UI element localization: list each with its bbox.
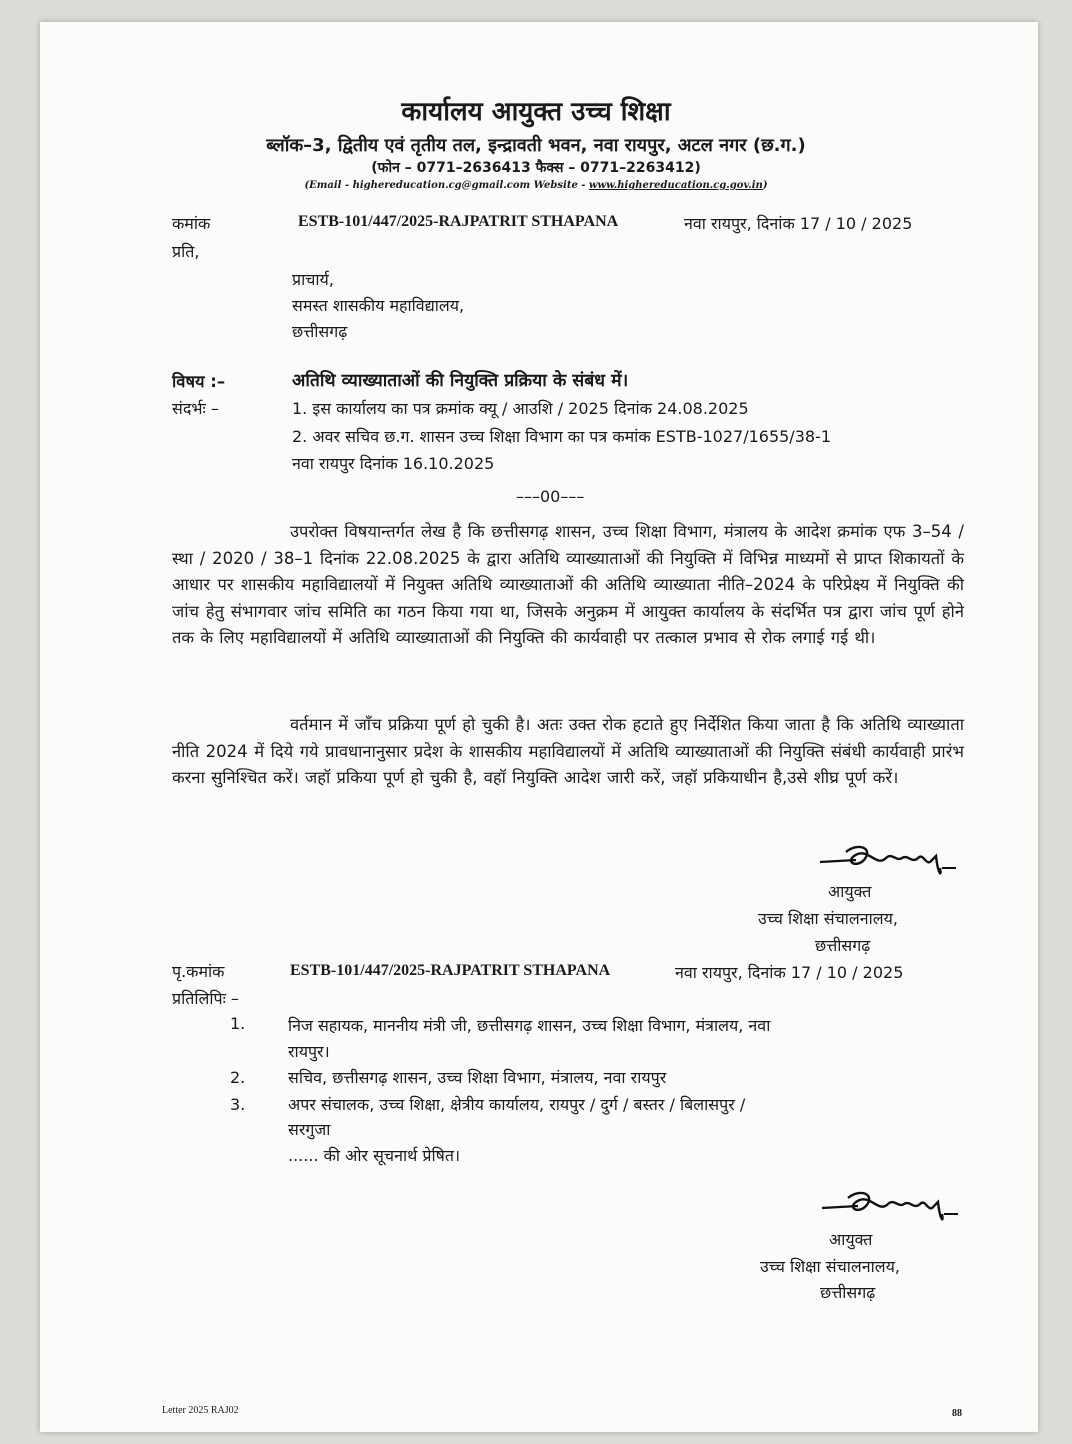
signature-2-state: छत्तीसगढ़ — [820, 1283, 876, 1302]
subject-label: विषय :– — [172, 372, 226, 391]
body-paragraph-2-text: वर्तमान में जाँच प्रक्रिया पूर्ण हो चुकी है। अतः उक्त रोक हटाते हुए निर्देशित किया जाता है कि अतिथि व्याख्याता नीति 2024 में दिये गये प्रावधानानुसार प्रदेश के शासकीय महाविद्यालयों में अतिथि व्याख्याताओं की नियुक्ति संबंधी कार्यवाही प्रारंभ करना सुनिश्चित करें। जहॉ प्रकिया पूर्ण हो चुकी है, वहॉ नियुक्ति आदेश जारी करें, जहॉ प्रकियाधीन है,उसे शीघ्र पूर्ण करें। — [172, 715, 964, 787]
signature-2-image — [818, 1184, 968, 1232]
body-paragraph-1-text: उपरोक्त विषयान्तर्गत लेख है कि छत्तीसगढ़ शासन, उच्च शिक्षा विभाग, मंत्रालय के आदेश क्रमांक एफ 3–54 / स्था / 2020 / 38–1 दिनांक 22.08.2025 के द्वारा अतिथि व्याख्याताओं की नियुक्ति में विभिन्न माध्यमों से प्राप्त शिकायतों के आधार पर शासकीय महाविद्यालयों में नियुक्त अतिथि व्याख्याताओं की अतिथि व्याख्याता नीति–2024 के परिप्रेक्ष्य में नियुक्ति की जांच हेतु संभागवार जांच समिति का गठन किया गया था, जिसके अनुक्रम में आयुक्त कार्यालय के संदर्भित पत्र द्वारा जांच पूर्ण होने तक के लिए महाविद्यालयों में अतिथि व्याख्याताओं की नियुक्ति की कार्यवाही पर तत्काल प्रभाव से रोक लगाई गई थी। — [172, 522, 964, 647]
office-phone-fax: (फोन – 0771–2636413 फैक्स – 0771–2263412) — [371, 160, 701, 176]
separator: –––00––– — [516, 487, 585, 506]
email-close: ) — [762, 180, 768, 191]
recipient-line-1: प्राचार्य, — [292, 270, 334, 289]
copy-item-1-text: निज सहायक, माननीय मंत्री जी, छत्तीसगढ़ शासन, उच्च शिक्षा विभाग, मंत्रालय, नवा — [288, 1016, 771, 1035]
copy-item-1-cont: रायपुर। — [288, 1042, 330, 1061]
footer-page-number: 88 — [952, 1408, 962, 1419]
signature-2-designation: आयुक्त — [829, 1230, 873, 1249]
office-email-website — [60, 180, 1012, 191]
body-paragraph-1 — [172, 519, 964, 652]
signature-1-image — [816, 838, 966, 886]
recipient-line-3: छत्तीसगढ़ — [292, 322, 348, 341]
subject-text: अतिथि व्याख्याताओं की नियुक्ति प्रक्रिया के संबंध में। — [292, 371, 629, 391]
email-label: (Email - — [304, 180, 353, 191]
prati-label: प्रति, — [172, 242, 200, 261]
office-title: कार्यालय आयुक्त उच्च शिक्षा — [401, 97, 671, 127]
signature-1-state: छत्तीसगढ़ — [815, 936, 871, 955]
signature-1-office: उच्च शिक्षा संचालनालय, — [758, 909, 898, 928]
body-paragraph-2 — [172, 712, 964, 792]
reference-item-2-text: 2. अवर सचिव छ.ग. शासन उच्च शिक्षा विभाग का पत्र कमांक ESTB-1027/1655/38-1 — [292, 427, 832, 446]
recipient-line-2: समस्त शासकीय महाविद्यालय, — [292, 296, 465, 315]
copy-item-2-text: सचिव, छत्तीसगढ़ शासन, उच्च शिक्षा विभाग, मंत्रालय, नवा रायपुर — [288, 1068, 667, 1087]
signature-1-designation: आयुक्त — [828, 882, 872, 901]
website-link[interactable]: www.highereducation.cg.gov.in — [588, 180, 763, 191]
copy-item-3-cont: सरगुजा — [288, 1120, 331, 1139]
copy-kramank-label: पृ.कमांक — [172, 962, 225, 981]
reference-item-2-cont: नवा रायपुर दिनांक 16.10.2025 — [292, 454, 495, 473]
reference-item-1: 1. इस कार्यालय का पत्र क्रमांक क्यू / आउशि / 2025 दिनांक 24.08.2025 — [292, 399, 749, 418]
copy-label: प्रतिलिपिः – — [172, 989, 239, 1008]
copy-place-date: नवा रायपुर, दिनांक 17 / 10 / 2025 — [675, 963, 904, 982]
kramank-label: कमांक — [172, 214, 211, 233]
copy-item-1-number: 1. — [230, 1014, 246, 1033]
letter-place-date: नवा रायपुर, दिनांक 17 / 10 / 2025 — [684, 214, 913, 233]
copy-item-3-number: 3. — [230, 1095, 246, 1114]
signature-2-office: उच्च शिक्षा संचालनालय, — [760, 1257, 900, 1276]
footer-file-ref: Letter 2025 RAJ02 — [162, 1405, 239, 1416]
website-label: Website - — [530, 180, 589, 191]
letter-number: ESTB-101/447/2025-RAJPATRIT STHAPANA — [298, 213, 619, 230]
copy-item-3-text: अपर संचालक, उच्च शिक्षा, क्षेत्रीय कार्यालय, रायपुर / दुर्ग / बस्तर / बिलासपुर / — [288, 1095, 746, 1114]
copy-letter-number: ESTB-101/447/2025-RAJPATRIT STHAPANA — [290, 962, 611, 979]
reference-label: संदर्भः – — [172, 399, 219, 418]
reference-item-2 — [292, 425, 831, 447]
office-address: ब्लॉक–3, द्वितीय एवं तृतीय तल, इन्द्रावती भवन, नवा रायपुर, अटल नगर (छ.ग.) — [266, 135, 806, 156]
copy-closing: ...... की ओर सूचनार्थ प्रेषित। — [288, 1146, 461, 1165]
email-address[interactable]: highereducation.cg@gmail.com — [352, 180, 531, 191]
copy-item-2-number: 2. — [230, 1068, 246, 1087]
